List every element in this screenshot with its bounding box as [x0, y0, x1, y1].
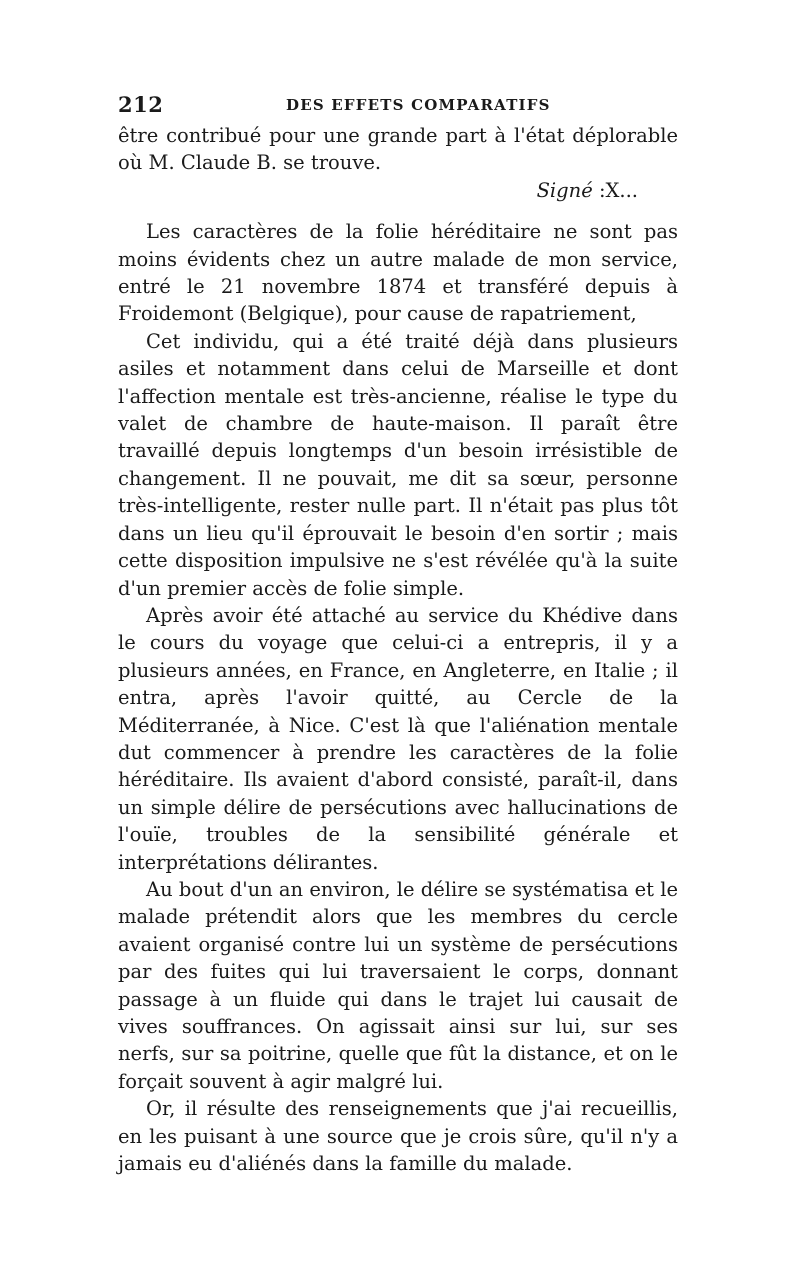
paragraph: Après avoir été attaché au service du Khédive dans le cours du voyage que celui-ci a entrepris, il y a plusieurs années, en France, en Angleterre, en Italie ; il entra, après l'avoir quitté, au Cercle de la Méditerranée, à Nice. C'est là que l'aliénation mentale dut commencer à prendre les caractères de la folie héréditaire. Ils avaient d'abord consisté, paraît-il, dans un simple délire de persécutions avec hallucinations de l'ouïe, troubles de la sensibilité générale et interprétations délirantes.	[118, 603, 678, 874]
signature-line	[118, 177, 678, 204]
section-gap	[118, 204, 678, 218]
signature-value: :X...	[592, 178, 638, 202]
paragraph: Cet individu, qui a été traité déjà dans plusieurs asiles et notamment dans celui de Marseille et dont l'affection mentale est très-ancienne, réalise le type du valet de chambre de haute-maison. Il paraît être travaillé depuis longtemps d'un besoin irrésistible de changement. Il ne pouvait, me dit sa sœur, personne très-intelligente, rester nulle part. Il n'était pas plus tôt dans un lieu qu'il éprouvait le besoin d'en sortir ; mais cette disposition impulsive ne s'est révélée qu'à la suite d'un premier accès de folie simple.	[118, 329, 678, 600]
paragraph: Les caractères de la folie héréditaire ne sont pas moins évidents chez un autre malade de mon service, entré le 21 novembre 1874 et transféré depuis à Froidemont (Belgique), pour cause de rapatriement,	[118, 220, 678, 326]
paragraph-continuation: être contribué pour une grande part à l'état déplorable où M. Claude B. se trouve.	[118, 124, 678, 175]
running-head: DES EFFETS COMPARATIFS	[286, 96, 551, 114]
paragraph: Au bout d'un an environ, le délire se systématisa et le malade prétendit alors que les membres du cercle avaient organisé contre lui un système de persécutions par des fuites qui lui traversaient le corps, donnant passage à un fluide qui dans le trajet lui causait de vives souffrances. On agissait ainsi sur lui, sur ses nerfs, sur sa poitrine, quelle que fût la distance, et on le forçait souvent à agir malgré lui.	[118, 877, 678, 1093]
book-page	[118, 92, 678, 1177]
paragraph: Or, il résulte des renseignements que j'ai recueillis, en les puisant à une source que je crois sûre, qu'il n'y a jamais eu d'aliénés dans la famille du malade.	[118, 1097, 678, 1176]
page-number: 212	[118, 92, 164, 117]
page-header	[118, 92, 678, 122]
page-body	[118, 122, 678, 1177]
signature-label: Signé	[536, 178, 593, 202]
